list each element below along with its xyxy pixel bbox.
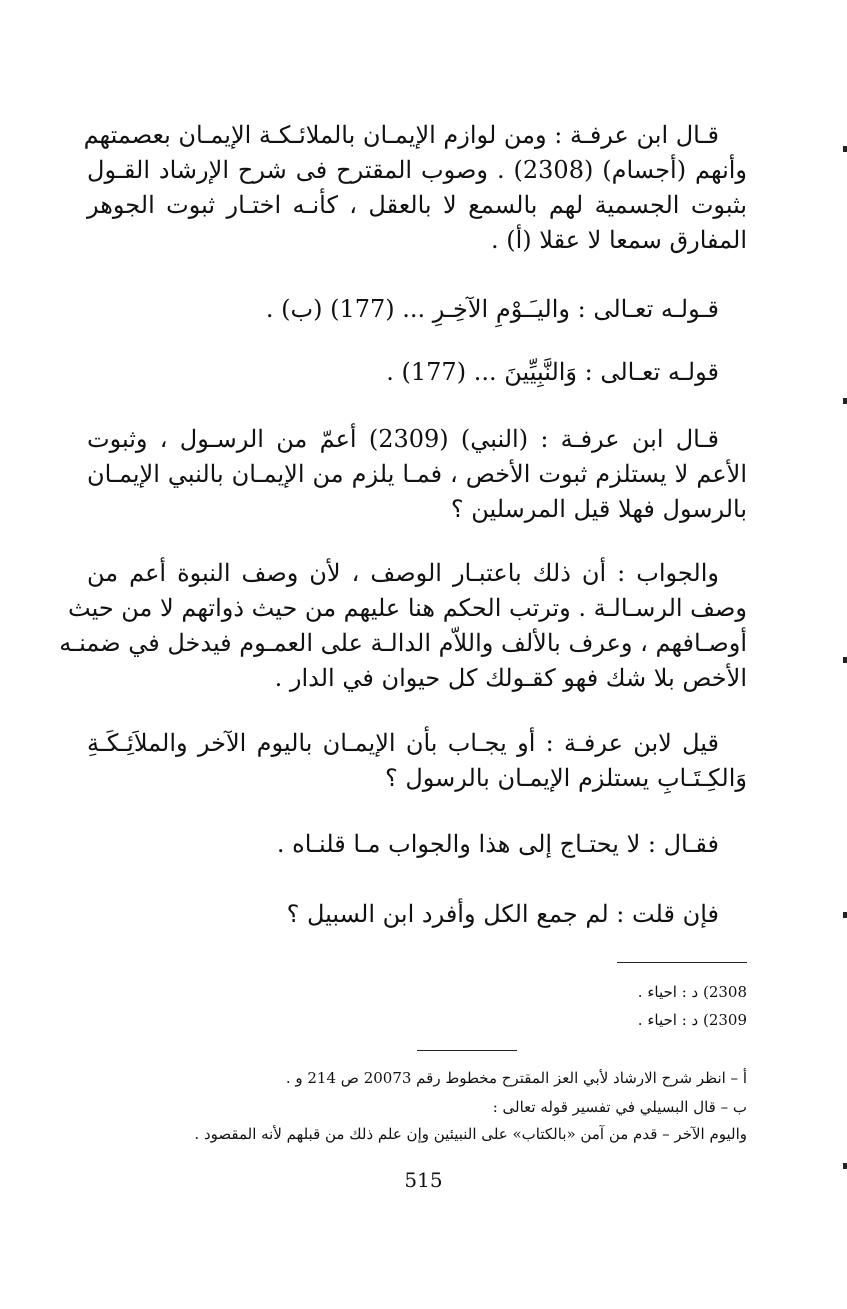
paragraph-5: فقـال : لا يحتـاج إلى هذا والجواب مـا قلنـاه . bbox=[276, 830, 719, 858]
scan-mark bbox=[843, 1163, 847, 1169]
text-line: الأخص بلا شك فهو كقـولك كل حيوان في الدار . bbox=[274, 664, 747, 692]
text-line: الأعم لا يستلزم ثبوت الأخص ، فمـا يلزم من الإيمـان بالنبي الإيمـان bbox=[87, 460, 747, 488]
scan-mark bbox=[843, 657, 847, 663]
text-line: بالرسول فهلا قيل المرسلين ؟ bbox=[450, 495, 747, 523]
page-number: 515 bbox=[404, 1168, 443, 1192]
text-line: وَالكِـتَـابِ يستلزم الإيمـان بالرسول ؟ bbox=[384, 764, 747, 792]
paragraph-1 bbox=[83, 118, 747, 258]
paragraph-2 bbox=[87, 422, 747, 527]
verse-line-1: قـولـه تعـالى : واليـَـوْمِ الآخِـرِ ... (177) (ب) . bbox=[265, 295, 719, 323]
footnote-b-continued: واليوم الآخر – قدم من آمن «بالكتاب» على النبيئين وإن علم ذلك من قبلهم لأنه المقصود . bbox=[194, 1125, 747, 1143]
text-line: أوصـافهم ، وعرف بالألف واللاّم الدالـة على العمـوم فيدخل في ضمنـه bbox=[59, 629, 747, 657]
verse-line-2: قولـه تعـالى : وَالنَّبِيِّينَ ... (177) . bbox=[386, 358, 719, 386]
footnote-separator bbox=[617, 962, 747, 963]
text-line: المفارق سمعا لا عقلا (أ) . bbox=[490, 226, 747, 254]
text-line: وصف الرسـالـة . وترتب الحكم هنا عليهم من حيث ذواتهم لا من حيث bbox=[68, 594, 747, 622]
footnote-separator bbox=[417, 1050, 517, 1051]
paragraph-3 bbox=[59, 556, 747, 696]
scan-mark bbox=[843, 146, 847, 152]
scan-mark bbox=[843, 398, 847, 404]
scan-mark bbox=[843, 912, 847, 918]
text-line: بثبوت الجسمية لهم بالسمع لا بالعقل ، كأنـه اختـار ثبوت الجوهر bbox=[87, 191, 747, 219]
text-line: قـال ابن عرفـة : (النبي) (2309) أعمّ من الرسـول ، وثبوت bbox=[87, 425, 719, 453]
text-line: قيل لابن عرفـة : أو يجـاب بأن الإيمـان باليوم الآخر والملاَئِـكَـةِ bbox=[87, 729, 719, 757]
footnote-a: أ – انظر شرح الارشاد لأبي العز المقترح مخطوط رقم 20073 ص 214 و . bbox=[285, 1069, 747, 1087]
footnote-2309: 2309) د : احياء . bbox=[637, 1011, 747, 1029]
footnote-b: ب – قال البسيلي في تفسير قوله تعالى : bbox=[492, 1098, 747, 1116]
footnote-2308: 2308) د : احياء . bbox=[637, 983, 747, 1001]
text-line: وأنهم (أجسام) (2308) . وصوب المقترح فى شرح الإرشاد القـول bbox=[87, 156, 747, 184]
paragraph-4 bbox=[87, 726, 747, 796]
paragraph-6: فإن قلت : لم جمع الكل وأفرد ابن السبيل ؟ bbox=[286, 900, 719, 928]
text-line: قـال ابن عرفـة : ومن لوازم الإيمـان بالملائـكـة الإيمـان بعصمتهم bbox=[83, 121, 719, 149]
text-line: والجواب : أن ذلك باعتبـار الوصف ، لأن وصف النبوة أعم من bbox=[87, 559, 719, 587]
